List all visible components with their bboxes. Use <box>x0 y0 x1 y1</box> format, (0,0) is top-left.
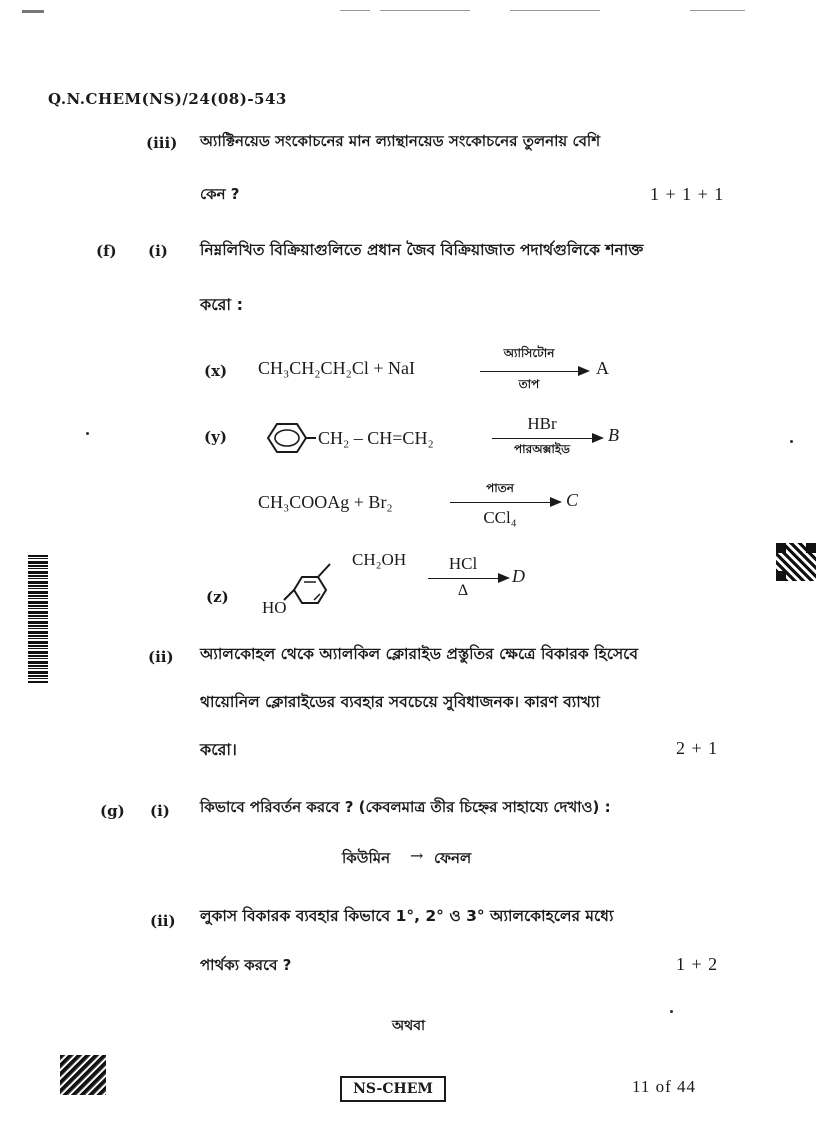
scan-mark <box>380 10 470 11</box>
arrow-condition-top: পাতন <box>486 481 514 495</box>
arrow-head <box>550 497 562 507</box>
arrow-line <box>450 502 552 503</box>
arrow-head <box>592 433 604 443</box>
reactant: CH₂ – CH=CH₂ <box>318 428 434 448</box>
question-label: (iii) <box>146 134 178 152</box>
question-label: (f) <box>96 242 117 260</box>
question-text: অ্যালকোহল থেকে অ্যালকিল ক্লোরাইড প্রস্তুতির ক্ষেত্রে বিকারক হিসেবে <box>200 645 639 663</box>
dot-mark <box>790 440 793 443</box>
barcode-icon <box>28 555 48 683</box>
scan-mark <box>22 10 44 13</box>
product: B <box>608 425 619 445</box>
arrow-line <box>480 371 580 372</box>
arrow-condition-top: HBr <box>527 414 557 433</box>
arrow-condition-bottom: তাপ <box>518 377 540 391</box>
marks: 1 + 1 + 1 <box>650 184 725 204</box>
arrow-head <box>498 573 510 583</box>
arrow-condition-top: অ্যাসিটোন <box>503 346 555 360</box>
question-text: লুকাস বিকারক ব্যবহার কিভাবে 1°, 2° ও 3° অ্যালকোহলের মধ্যে <box>200 907 614 925</box>
question-text: অ্যাক্টিনয়েড সংকোচনের মান ল্যান্থানয়েড সংকোচনের তুলনায় বেশি <box>200 132 601 150</box>
arrow-head <box>578 366 590 376</box>
question-label: (g) <box>100 802 125 820</box>
product: C <box>566 490 579 510</box>
conversion-from: কিউমিন <box>342 849 391 867</box>
arrow-condition-bottom: Δ <box>457 582 469 599</box>
scan-mark <box>690 10 745 11</box>
reaction-arrow <box>492 416 604 464</box>
marks: 2 + 1 <box>676 738 719 758</box>
arrow-right-icon: → <box>410 846 424 865</box>
scan-mark <box>510 10 600 11</box>
question-text: থায়োনিল ক্লোরাইডের ব্যবহার সবচেয়ে সুবিধাজনক। কারণ ব্যাখ্যা <box>200 693 600 711</box>
subquestion-label: (i) <box>150 802 170 820</box>
arrow-condition-top: HCl <box>448 554 478 573</box>
question-text: করো। <box>200 740 237 759</box>
question-text: পার্থক্য করবে ? <box>200 956 292 974</box>
qr-code-icon <box>776 543 816 581</box>
reaction-arrow <box>428 554 510 604</box>
subquestion-label: (ii) <box>148 648 174 666</box>
substituent: CH₂OH <box>352 550 407 569</box>
conversion-to: ফেনল <box>434 849 472 867</box>
reaction-label: (x) <box>204 362 228 380</box>
scan-mark <box>340 10 370 11</box>
substituent: HO <box>262 598 287 617</box>
product: D <box>512 566 525 586</box>
or-separator: অথবা <box>392 1018 426 1034</box>
arrow-line <box>492 438 594 439</box>
reactant: CH₃COOAg + Br₂ <box>258 492 393 512</box>
dot-mark <box>670 1010 673 1013</box>
marks: 1 + 2 <box>676 954 719 974</box>
question-text: কেন ? <box>200 185 240 203</box>
product: A <box>596 358 609 378</box>
qr-code-icon <box>60 1055 106 1095</box>
subquestion-label: (ii) <box>150 912 176 930</box>
subquestion-label: (i) <box>148 242 168 260</box>
reaction-arrow <box>480 345 590 393</box>
dot-mark <box>86 432 89 435</box>
reaction-label: (z) <box>206 588 229 606</box>
question-text: কিভাবে পরিবর্তন করবে ? (কেবলমাত্র তীর চিহ্নের সাহায্যে দেখাও) : <box>200 798 611 816</box>
arrow-condition-bottom: পারঅক্সাইড <box>514 442 570 456</box>
paper-code: Q.N.CHEM(NS)/24(08)-543 <box>48 90 287 108</box>
question-text: করো : <box>200 295 244 314</box>
arrow-line <box>428 578 500 579</box>
reactant: CH₃CH₂CH₂Cl + NaI <box>258 358 415 378</box>
reaction-label: (y) <box>204 428 227 446</box>
page-number: 11 of 44 <box>632 1077 697 1096</box>
arrow-condition-bottom: CCl₄ <box>483 508 517 527</box>
benzene-ring-icon <box>258 420 316 456</box>
question-text: নিম্নলিখিত বিক্রিয়াগুলিতে প্রধান জৈব বিক্রিয়াজাত পদার্থগুলিকে শনাক্ত <box>200 241 644 259</box>
subject-code-box: NS-CHEM <box>340 1076 446 1102</box>
reaction-arrow <box>450 480 562 530</box>
